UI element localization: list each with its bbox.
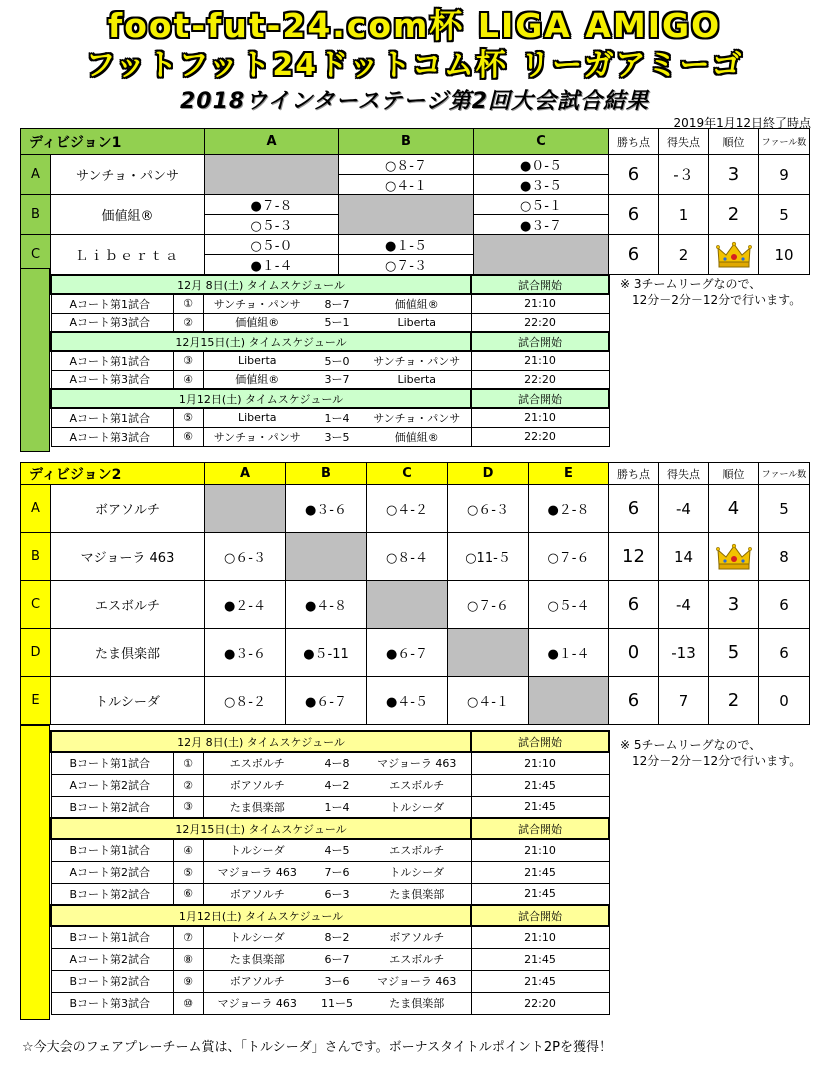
start-time: 21:45: [471, 883, 609, 905]
as-of-date: 2019年1月12日終了時点: [673, 116, 811, 130]
column-header: E: [529, 463, 609, 485]
start-time: 21:10: [471, 408, 609, 427]
score: 6ー3: [311, 883, 363, 905]
away-team: エスボルチ: [363, 774, 471, 796]
column-header: B: [339, 129, 474, 155]
column-header: D: [448, 463, 529, 485]
result-cell: ●１-５: [339, 235, 474, 255]
points: 6: [609, 155, 659, 195]
points: 6: [609, 581, 659, 629]
court-label: Aコート第1試合: [51, 294, 173, 313]
score: 3ー6: [311, 970, 363, 992]
empty-cell: [205, 485, 286, 533]
points: 6: [609, 485, 659, 533]
schedule-date-header: 12月15日(土) タイムスケジュール: [51, 818, 471, 839]
result-cell: ○７-６: [448, 581, 529, 629]
row-key: B: [21, 533, 51, 581]
home-team: サンチョ・パンサ: [203, 427, 311, 446]
points: 6: [609, 677, 659, 725]
home-team: マジョーラ 463: [203, 861, 311, 883]
game-number: ③: [173, 351, 203, 370]
goal-diff-header: 得失点: [659, 129, 709, 155]
result-cell: ○５-０: [205, 235, 339, 255]
game-number: ⑥: [173, 427, 203, 446]
rank-header: 順位: [709, 463, 759, 485]
start-time: 22:20: [471, 313, 609, 332]
court-label: Aコート第2試合: [51, 861, 173, 883]
result-cell: ○８-７: [339, 155, 474, 175]
game-number: ③: [173, 796, 203, 818]
result-cell: ●３-６: [205, 629, 286, 677]
row-key: C: [21, 581, 51, 629]
rank-crown: [709, 533, 759, 581]
game-number: ⑤: [173, 861, 203, 883]
fouls: 5: [759, 485, 810, 533]
score: 11ー5: [311, 992, 363, 1014]
start-time: 22:20: [471, 427, 609, 446]
result-cell: ○７-３: [339, 255, 474, 275]
note-line: 12分－2分－12分で行います。: [632, 754, 802, 768]
division2-schedule-table: [50, 730, 610, 1015]
court-label: Aコート第1試合: [51, 351, 173, 370]
fouls-header: ファール数: [759, 463, 810, 485]
rank: 3: [709, 155, 759, 195]
score: 8ー7: [311, 294, 363, 313]
game-number: ⑨: [173, 970, 203, 992]
home-team: ボアソルチ: [203, 970, 311, 992]
fairplay-award-text: ☆今大会のフェアプレーチーム賞は、「トルシーダ」さんです。ボーナスタイトルポイント2Pを獲得！: [22, 1040, 612, 1055]
start-time: 21:45: [471, 948, 609, 970]
score: 5ー1: [311, 313, 363, 332]
goal-diff: 14: [659, 533, 709, 581]
rank: 4: [709, 485, 759, 533]
home-team: 価値組®: [203, 370, 311, 389]
result-cell: ○８-４: [367, 533, 448, 581]
game-number: ①: [173, 294, 203, 313]
fouls: 9: [759, 155, 810, 195]
team-name: エスボルチ: [51, 581, 205, 629]
away-team: マジョーラ 463: [363, 970, 471, 992]
title-english: foot-fut-24.com杯 LIGA AMIGO: [107, 6, 722, 45]
home-team: Liberta: [203, 351, 311, 370]
result-cell: ○４-１: [448, 677, 529, 725]
points-header: 勝ち点: [609, 129, 659, 155]
result-cell: ●３-６: [286, 485, 367, 533]
team-name: マジョーラ 463: [51, 533, 205, 581]
division2-name: ディビジョン2: [21, 463, 205, 485]
row-key: D: [21, 629, 51, 677]
division2-results-table: [20, 462, 810, 725]
score: 6ー7: [311, 948, 363, 970]
game-number: ⑦: [173, 926, 203, 948]
start-time: 21:45: [471, 796, 609, 818]
score: 4ー5: [311, 839, 363, 861]
score: 1ー4: [311, 408, 363, 427]
result-cell: ○５-４: [529, 581, 609, 629]
home-team: ボアソルチ: [203, 774, 311, 796]
schedule-date-header: 1月12日(土) タイムスケジュール: [51, 905, 471, 926]
score: 8ー2: [311, 926, 363, 948]
court-label: Bコート第1試合: [51, 839, 173, 861]
fouls: 5: [759, 195, 810, 235]
rank: 3: [709, 581, 759, 629]
home-team: 価値組®: [203, 313, 311, 332]
game-number: ⑧: [173, 948, 203, 970]
away-team: 価値組®: [363, 427, 471, 446]
result-cell: ●２-８: [529, 485, 609, 533]
result-cell: ○11-５: [448, 533, 529, 581]
result-cell: ●３-５: [474, 175, 609, 195]
court-label: Bコート第3試合: [51, 992, 173, 1014]
start-time: 21:45: [471, 774, 609, 796]
away-team: サンチョ・パンサ: [363, 351, 471, 370]
start-time-header: 試合開始: [471, 332, 609, 351]
game-number: ②: [173, 313, 203, 332]
rank: 2: [709, 195, 759, 235]
points: 12: [609, 533, 659, 581]
points: 6: [609, 235, 659, 275]
score: 4ー8: [311, 752, 363, 774]
result-cell: ●５-11: [286, 629, 367, 677]
home-team: エスボルチ: [203, 752, 311, 774]
fouls: 8: [759, 533, 810, 581]
rank: 5: [709, 629, 759, 677]
start-time-header: 試合開始: [471, 275, 609, 294]
result-cell: ●２-４: [205, 581, 286, 629]
schedule-date-header: 12月15日(土) タイムスケジュール: [51, 332, 471, 351]
result-cell: ●６-７: [367, 629, 448, 677]
rank-crown: [709, 235, 759, 275]
start-time-header: 試合開始: [471, 731, 609, 752]
empty-cell: [367, 581, 448, 629]
court-label: Bコート第2試合: [51, 796, 173, 818]
result-cell: ○８-２: [205, 677, 286, 725]
game-number: ⑥: [173, 883, 203, 905]
home-team: トルシーダ: [203, 926, 311, 948]
result-cell: ○４-２: [367, 485, 448, 533]
column-header: A: [205, 463, 286, 485]
result-cell: ○７-６: [529, 533, 609, 581]
home-team: サンチョ・パンサ: [203, 294, 311, 313]
result-cell: ○６-３: [205, 533, 286, 581]
court-label: Bコート第1試合: [51, 752, 173, 774]
court-label: Aコート第1試合: [51, 408, 173, 427]
column-header: C: [474, 129, 609, 155]
away-team: ボアソルチ: [363, 926, 471, 948]
schedule-date-header: 12月 8日(土) タイムスケジュール: [51, 731, 471, 752]
result-cell: ○５-３: [205, 215, 339, 235]
empty-cell: [286, 533, 367, 581]
goal-diff-header: 得失点: [659, 463, 709, 485]
division2-schedule-sidebar: [20, 725, 50, 1020]
home-team: トルシーダ: [203, 839, 311, 861]
row-key: C: [21, 235, 51, 275]
away-team: エスボルチ: [363, 839, 471, 861]
court-label: Bコート第2試合: [51, 970, 173, 992]
goal-diff: 1: [659, 195, 709, 235]
score: 3ー7: [311, 370, 363, 389]
team-name: 価値組®: [51, 195, 205, 235]
score: 7ー6: [311, 861, 363, 883]
goal-diff: 2: [659, 235, 709, 275]
home-team: マジョーラ 463: [203, 992, 311, 1014]
start-time: 21:45: [471, 970, 609, 992]
result-cell: ●１-４: [529, 629, 609, 677]
row-key: E: [21, 677, 51, 725]
empty-cell: [339, 195, 474, 235]
court-label: Bコート第1試合: [51, 926, 173, 948]
court-label: Aコート第3試合: [51, 427, 173, 446]
fouls: 10: [759, 235, 810, 275]
game-number: ④: [173, 370, 203, 389]
column-header: A: [205, 129, 339, 155]
rank: 2: [709, 677, 759, 725]
column-header: B: [286, 463, 367, 485]
division1-schedule-table: [50, 274, 610, 447]
game-number: ④: [173, 839, 203, 861]
fouls: 6: [759, 629, 810, 677]
court-label: Bコート第2試合: [51, 883, 173, 905]
points: 6: [609, 195, 659, 235]
start-time: 22:20: [471, 992, 609, 1014]
points-header: 勝ち点: [609, 463, 659, 485]
start-time: 21:10: [471, 351, 609, 370]
division1-results-table: [20, 128, 810, 275]
page-title: 2018ウインターステージ第2回大会試合結果: [179, 89, 650, 114]
result-cell: ●４-５: [367, 677, 448, 725]
division1-schedule-sidebar: [20, 268, 50, 452]
start-time: 21:10: [471, 926, 609, 948]
result-cell: ○４-１: [339, 175, 474, 195]
crown-icon: [716, 543, 752, 571]
away-team: トルシーダ: [363, 796, 471, 818]
game-number: ②: [173, 774, 203, 796]
away-team: エスボルチ: [363, 948, 471, 970]
score: 1ー4: [311, 796, 363, 818]
fouls-header: ファール数: [759, 129, 810, 155]
goal-diff: 7: [659, 677, 709, 725]
schedule-date-header: 1月12日(土) タイムスケジュール: [51, 389, 471, 408]
division2-note: [620, 737, 801, 769]
result-cell: ○６-３: [448, 485, 529, 533]
result-cell: ●０-５: [474, 155, 609, 175]
game-number: ①: [173, 752, 203, 774]
start-time: 21:10: [471, 752, 609, 774]
goal-diff: -4: [659, 485, 709, 533]
score: 5ー0: [311, 351, 363, 370]
start-time-header: 試合開始: [471, 818, 609, 839]
result-cell: ●３-７: [474, 215, 609, 235]
away-team: 価値組®: [363, 294, 471, 313]
division1-name: ディビジョン1: [21, 129, 205, 155]
home-team: ボアソルチ: [203, 883, 311, 905]
row-key: A: [21, 485, 51, 533]
result-cell: ●７-８: [205, 195, 339, 215]
away-team: たま倶楽部: [363, 883, 471, 905]
court-label: Aコート第3試合: [51, 313, 173, 332]
result-cell: ○５-１: [474, 195, 609, 215]
schedule-date-header: 12月 8日(土) タイムスケジュール: [51, 275, 471, 294]
court-label: Aコート第2試合: [51, 774, 173, 796]
empty-cell: [205, 155, 339, 195]
row-key: B: [21, 195, 51, 235]
team-name: サンチョ・パンサ: [51, 155, 205, 195]
court-label: Aコート第2試合: [51, 948, 173, 970]
start-time-header: 試合開始: [471, 905, 609, 926]
empty-cell: [529, 677, 609, 725]
note-line: 12分－2分－12分で行います。: [632, 293, 802, 307]
start-time: 22:20: [471, 370, 609, 389]
note-line: ※ 3チームリーグなので、: [620, 277, 762, 291]
result-cell: ●４-８: [286, 581, 367, 629]
crown-icon: [716, 241, 752, 269]
fouls: 6: [759, 581, 810, 629]
team-name: たま倶楽部: [51, 629, 205, 677]
empty-cell: [448, 629, 529, 677]
home-team: たま倶楽部: [203, 796, 311, 818]
home-team: Liberta: [203, 408, 311, 427]
division1-note: [620, 276, 801, 308]
game-number: ⑤: [173, 408, 203, 427]
score: 3ー5: [311, 427, 363, 446]
empty-cell: [474, 235, 609, 275]
game-number: ⑩: [173, 992, 203, 1014]
team-name: トルシーダ: [51, 677, 205, 725]
start-time: 21:10: [471, 839, 609, 861]
row-key: A: [21, 155, 51, 195]
start-time: 21:10: [471, 294, 609, 313]
note-line: ※ 5チームリーグなので、: [620, 738, 762, 752]
away-team: サンチョ・パンサ: [363, 408, 471, 427]
away-team: トルシーダ: [363, 861, 471, 883]
away-team: たま倶楽部: [363, 992, 471, 1014]
court-label: Aコート第3試合: [51, 370, 173, 389]
home-team: たま倶楽部: [203, 948, 311, 970]
result-cell: ●１-４: [205, 255, 339, 275]
start-time: 21:45: [471, 861, 609, 883]
title-japanese: フットフット24ドットコム杯 リーガアミーゴ: [85, 48, 744, 83]
goal-diff: -３: [659, 155, 709, 195]
result-cell: ●６-７: [286, 677, 367, 725]
away-team: Liberta: [363, 370, 471, 389]
start-time-header: 試合開始: [471, 389, 609, 408]
away-team: Liberta: [363, 313, 471, 332]
team-name: Ｌｉｂｅｒｔａ: [51, 235, 205, 275]
points: 0: [609, 629, 659, 677]
away-team: マジョーラ 463: [363, 752, 471, 774]
column-header: C: [367, 463, 448, 485]
team-name: ボアソルチ: [51, 485, 205, 533]
fouls: 0: [759, 677, 810, 725]
goal-diff: -4: [659, 581, 709, 629]
rank-header: 順位: [709, 129, 759, 155]
goal-diff: -13: [659, 629, 709, 677]
score: 4ー2: [311, 774, 363, 796]
